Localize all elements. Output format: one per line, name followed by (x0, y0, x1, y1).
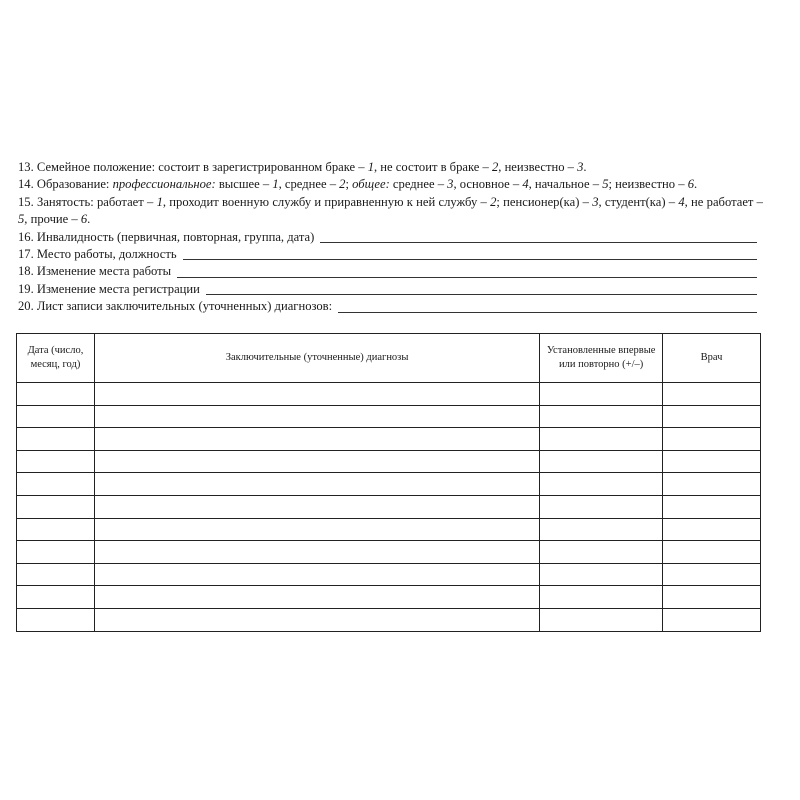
cell-diagnosis[interactable] (94, 405, 539, 428)
table-row (17, 518, 761, 541)
cell-diagnosis[interactable] (94, 495, 539, 518)
item-14-text-part: 4 (522, 177, 529, 192)
cell-date[interactable] (17, 473, 95, 496)
cell-diagnosis[interactable] (94, 608, 539, 631)
cell-doctor[interactable] (663, 473, 761, 496)
item-14-text-part: 14. Образование: (18, 177, 113, 192)
item-16-label: 16. Инвалидность (первичная, повторная, группа, дата) (18, 229, 315, 244)
item-20-label: 20. Лист записи заключительных (уточненных) диагнозов: (18, 299, 333, 314)
diagnoses-table (16, 333, 761, 632)
cell-first-time[interactable] (540, 608, 663, 631)
cell-diagnosis[interactable] (94, 450, 539, 473)
item-17-fill-line[interactable] (183, 247, 757, 260)
cell-doctor[interactable] (663, 450, 761, 473)
header-doctor: Врач (663, 334, 761, 383)
cell-doctor[interactable] (663, 383, 761, 406)
cell-diagnosis[interactable] (94, 383, 539, 406)
header-first-time: Установленные впервые или повторно (+/–) (540, 334, 663, 383)
table-row (17, 563, 761, 586)
cell-date[interactable] (17, 563, 95, 586)
table-row (17, 450, 761, 473)
item-19-label: 19. Изменение места регистрации (18, 281, 200, 296)
item-20-diagnoses-sheet (18, 298, 763, 315)
item-14-education (18, 176, 763, 193)
item-15-text-part: 6 (80, 212, 88, 227)
cell-date[interactable] (17, 428, 95, 451)
item-17-label: 17. Место работы, должность (18, 247, 177, 262)
item-14-text-part: , основное – (453, 177, 523, 192)
cell-first-time[interactable] (540, 428, 663, 451)
cell-diagnosis[interactable] (94, 518, 539, 541)
item-13-text-part: , неизвестно – (498, 160, 578, 174)
item-19-fill-line[interactable] (206, 282, 757, 295)
table-row (17, 383, 761, 406)
item-15-text-part: 4 (678, 194, 685, 209)
form-fields (18, 159, 763, 316)
cell-date[interactable] (17, 608, 95, 631)
cell-diagnosis[interactable] (94, 586, 539, 609)
cell-first-time[interactable] (540, 563, 663, 586)
item-13-text-part: 2 (491, 160, 499, 174)
item-15-text-part: , не работает – (684, 194, 763, 209)
item-16-fill-line[interactable] (320, 230, 757, 243)
cell-doctor[interactable] (663, 608, 761, 631)
cell-first-time[interactable] (540, 473, 663, 496)
item-13-marital-status (18, 159, 763, 176)
item-18-workplace-change (18, 263, 763, 280)
item-14-text-part: . (693, 177, 698, 192)
item-15-text-part: , проходит военную службу и приравненную к ней службу – (162, 194, 491, 209)
cell-date[interactable] (17, 586, 95, 609)
item-14-text-part: 1 (272, 177, 279, 192)
cell-date[interactable] (17, 518, 95, 541)
cell-doctor[interactable] (663, 541, 761, 564)
table-row (17, 428, 761, 451)
item-14-text-part: среднее – (389, 177, 448, 192)
cell-first-time[interactable] (540, 383, 663, 406)
cell-date[interactable] (17, 450, 95, 473)
cell-doctor[interactable] (663, 495, 761, 518)
cell-diagnosis[interactable] (94, 428, 539, 451)
cell-diagnosis[interactable] (94, 563, 539, 586)
item-14-text-part: , среднее – (278, 177, 340, 192)
item-14-text-part: высшее – (215, 177, 273, 192)
item-14-text-part: 2 (339, 177, 346, 192)
item-14-text-part: , начальное – (528, 177, 603, 192)
item-14-text-part: ; (345, 177, 353, 192)
table-row (17, 586, 761, 609)
item-18-fill-line[interactable] (177, 265, 757, 278)
cell-doctor[interactable] (663, 586, 761, 609)
cell-date[interactable] (17, 541, 95, 564)
header-diagnosis: Заключительные (уточненные) диагнозы (94, 334, 539, 383)
item-15-employment (18, 194, 763, 229)
item-17-workplace (18, 246, 763, 263)
item-14-text-part: общее: (352, 177, 390, 192)
item-13-text-part: 1 (367, 160, 374, 174)
cell-first-time[interactable] (540, 541, 663, 564)
cell-first-time[interactable] (540, 495, 663, 518)
cell-date[interactable] (17, 405, 95, 428)
item-13-text-part: 3 (577, 160, 584, 174)
item-15-text-part: 3 (592, 194, 599, 209)
cell-doctor[interactable] (663, 518, 761, 541)
table-row (17, 495, 761, 518)
cell-diagnosis[interactable] (94, 473, 539, 496)
table-row (17, 541, 761, 564)
item-15-text-part: , студент(ка) – (598, 194, 679, 209)
item-14-text-part: 6 (687, 177, 694, 192)
cell-first-time[interactable] (540, 586, 663, 609)
cell-first-time[interactable] (540, 518, 663, 541)
table-row (17, 405, 761, 428)
cell-first-time[interactable] (540, 450, 663, 473)
item-18-label: 18. Изменение места работы (18, 264, 172, 279)
item-13-text-part: . (583, 160, 587, 174)
item-14-text-part: 5 (602, 177, 609, 192)
table-header-row (17, 334, 761, 383)
table-row (17, 608, 761, 631)
cell-date[interactable] (17, 495, 95, 518)
cell-diagnosis[interactable] (94, 541, 539, 564)
cell-doctor[interactable] (663, 405, 761, 428)
cell-doctor[interactable] (663, 428, 761, 451)
header-date: Дата (число, месяц, год) (17, 334, 95, 383)
item-13-text-part: 13. Семейное положение: состоит в зарегистрированном браке – (18, 160, 368, 174)
cell-first-time[interactable] (540, 405, 663, 428)
item-15-text-part: 1 (156, 194, 163, 209)
item-19-registration-change (18, 281, 763, 298)
item-16-disability (18, 229, 763, 246)
item-15-text-part: 2 (490, 194, 497, 209)
item-14-text-part: профессиональное: (112, 177, 216, 192)
item-15-text-part: . (87, 212, 91, 227)
item-14-text-part: 3 (447, 177, 454, 192)
cell-doctor[interactable] (663, 563, 761, 586)
table-row (17, 473, 761, 496)
item-14-text-part: ; неизвестно – (608, 177, 688, 192)
item-15-text-part: , прочие – (24, 212, 81, 227)
table-body (17, 383, 761, 632)
item-20-fill-line[interactable] (338, 300, 757, 313)
item-15-text-part: ; пенсионер(ка) – (496, 194, 593, 209)
item-15-text-part: 5 (18, 212, 25, 227)
item-13-text-part: , не состоит в браке – (374, 160, 492, 174)
cell-date[interactable] (17, 383, 95, 406)
item-15-text-part: 15. Занятость: работает – (18, 194, 157, 209)
